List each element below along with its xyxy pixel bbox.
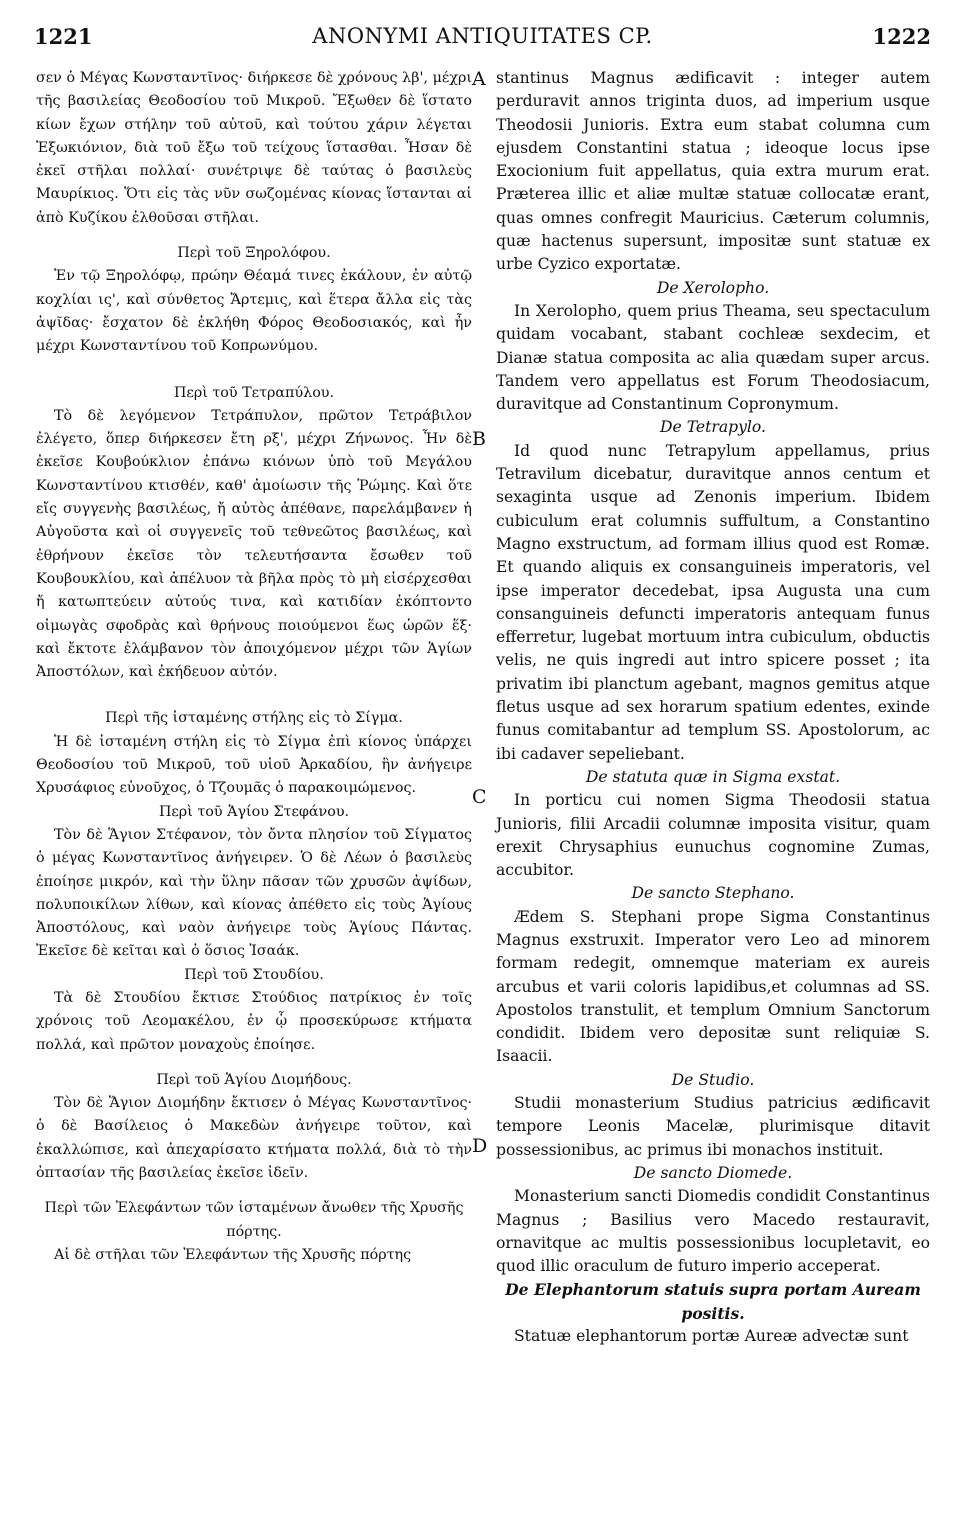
margin-marker-c: C xyxy=(472,786,487,808)
greek-paragraph-stephanus: Τὸν δὲ Ἅγιον Στέφανον, τὸν ὄντα πλησίον τοῦ Σίγματος ὁ μέγας Κωνσταντῖνος ἀνήγειρεν. Ὁ δὲ Λέων ὁ βασιλεὺς ἐποίησε μικρόν, καὶ τὴν ὕλην πᾶσαν τῶν χρυσῶν ἀψίδων, πολυποικίλων λίθων, καὶ κίονας ἀπέθετο εἰς τοὺς Ἁγίους Ἀποστόλους, καὶ ναὸν ἀνήγειρε τοὺς Ἁγίους Πάντας. Ἐκεῖσε δὲ κεῖται καὶ ὁ ὅσιος Ἰσαάκ. xyxy=(36,826,472,960)
latin-column xyxy=(496,67,930,1348)
running-header xyxy=(34,24,931,60)
latin-heading-tetrapylum: De Tetrapylo. xyxy=(660,418,766,437)
margin-marker-a: A xyxy=(472,68,486,90)
latin-paragraph-sigma: In porticu cui nomen Sigma Theodosii statua Junioris, filii Arcadii columnæ imposita visitur, quam erexit Chrysaphius eunuchus cognomine Zumas, accubitor. xyxy=(496,791,930,880)
greek-heading-xerolophus: Περὶ τοῦ Ξηρολόφου. xyxy=(177,245,331,262)
latin-paragraph-tetrapylum: Id quod nunc Tetrapylum appellamus, prius Tetravilum dicebatur, duravitque annos centum et sexaginta usque ad Zenonis imperium. Ibidem cubiculum erat columnis suffultum, a Constantino Magno exstructum, ad formam illius quod est Romæ. Et quando aliquis ex consanguineis imperatoris, vel ipse imperator decedebat, ipsa Augusta una cum consanguineis defuncti imperatoris antequam funus efferretur, lugebat mortuum intra cubiculum, obductis velis, ne quis ingredi aut intro spicere posset ; ita privatim ibi planctum agebant, magnos gemitus atque fletus usque ad sex horarum spatium edentes, exinde funus comitabantur ad templum SS. Apostolorum, ac ibi cadaver sepeliebant. xyxy=(496,441,930,763)
latin-paragraph-exocionium: stantinus Magnus ædificavit : integer autem perduravit annos triginta duos, ad imperium usque Theodosii Junioris. Extra eum stabat columna cum ejusdem Constantini statua ; ideoque locus ipse Exocionium fuit appellatus, quia extra murum erat. Præterea illic et aliæ multæ statuæ collocatæ erant, quas omnes confregit Mauricius. Cæterum columnis, quæ hactenus supersunt, impositæ sunt statuæ ex urbe Cyzico exportatæ. xyxy=(496,69,930,274)
running-title: ANONYMI ANTIQUITATES CP. xyxy=(312,24,653,48)
latin-paragraph-stephanus: Ædem S. Stephani prope Sigma Constantinus Magnus exstruxit. Imperator vero Leo ad minorem formam redegit, omnemque materiam ex aureis arcubus et varii coloris lapidibus,et columnas ad SS. Apostolos transtulit, et templum Omnium Sanctorum condidit. Ibidem vero depositæ sunt reliquiæ S. Isaacii. xyxy=(496,907,930,1066)
greek-paragraph-elephants: Αἱ δὲ στῆλαι τῶν Ἐλεφάντων τῆς Χρυσῆς πόρτης xyxy=(54,1246,412,1263)
greek-paragraph-exocionium: σεν ὁ Μέγας Κωνσταντῖνος· διήρκεσε δὲ χρόνους λβ', μέχρι τῆς βασιλείας Θεοδοσίου τοῦ Μικροῦ. Ἔξωθεν δὲ ἵστατο κίων ἔχων στήλην τοῦ αὐτοῦ, καὶ τούτου χάριν λέγεται Ἐξωκιόνιον, διὰ τοῦ ἔξω τοῦ τείχους ἵστασθαι. Ἦσαν δὲ ἐκεῖ στῆλαι πολλαί· συνέτριψε δὲ ταύτας ὁ βασιλεὺς Μαυρίκιος. Ὅτι εἰς τὰς νῦν σωζομένας κίονας ἵστανται αἱ ἀπὸ Κυζίκου ἐλθοῦσαι στῆλαι. xyxy=(36,70,472,226)
greek-paragraph-studius: Τὰ δὲ Στουδίου ἔκτισε Στούδιος πατρίκιος ἐν τοῖς χρόνοις τοῦ Λεομακέλου, ἐν ᾧ προσεκύρωσε κτήματα πολλά, καὶ πρῶτον μοναχοὺς ἐποίησε. xyxy=(36,989,472,1053)
greek-paragraph-tetrapylum: Τὸ δὲ λεγόμενον Τετράπυλον, πρῶτον Τετράβιλον ἐλέγετο, ὅπερ διήρκεσεν ἔτη ρξ', μέχρι Ζήνωνος. Ἦν δὲ ἐκεῖσε Κουβούκλιον ἐπάνω κιόνων ὑπὸ τοῦ Μεγάλου Κωνσταντίνου κτισθέν, καθ' ἀμοίωσιν τῆς Ῥώμης. Καὶ ὅτε εἴς συγγενὴς βασιλέως, ἤ αὐτὸς ἀπέθανε, παρελάμβανεν ἡ Αὐγοῦστα καὶ οἱ συγγενεῖς τοῦ τεθνεῶτος βασιλέως, καὶ ἐθρήνουν ἐκεῖσε τὸν τελευτήσαντα ἔσωθεν τοῦ Κουβουκλίου, καὶ ἀπέλυον τὰ βῆλα πρὸς τὸ μὴ εἰσέρχεσθαι ἤ κατωπτεύειν αὐτούς τινα, καὶ κατιδίαν ἐκόπτοντο οἰμωγὰς σφοδρὰς καὶ θρήνους ποιούμενοι ἕως ὡρῶν ἕξ· καὶ ἔκτοτε ἐλάμβανον τὸν ἀποιχόμενον μέχρι τῶν Ἁγίων Ἀποστόλων, καὶ ἐκήδευον αὐτόν. xyxy=(36,407,472,681)
latin-paragraph-xerolophus: In Xerolopho, quem prius Theama, seu spectaculum quidam vocabant, stabant cochleæ sexdecim, et Dianæ statua composita ac alia quædam super arcus. Tandem vero appellatus est Forum Theodosiacum, duravitque ad Constantinum Copronymum. xyxy=(496,301,930,414)
greek-column xyxy=(36,67,472,1267)
greek-paragraph-xerolophus: Ἐν τῷ Ξηρολόφῳ, πρώην Θέαμά τινες ἐκάλουν, ἐν αὐτῷ κοχλίαι ις', καὶ σύνθετος Ἄρτεμις, καὶ ἕτερα ἄλλα εἰς τὰς ἀψῖδας· ἔσχατον δὲ ἐκλήθη Φόρος Θεοδοσιακός, καὶ ἦν μέχρι Κωνσταντίνου τοῦ Κοπρωνύμου. xyxy=(36,268,472,355)
page-number-left: 1221 xyxy=(34,24,93,49)
latin-heading-sigma: De statuta quæ in Sigma exstat. xyxy=(585,767,841,786)
greek-heading-stephanus: Περὶ τοῦ Ἁγίου Στεφάνου. xyxy=(158,803,350,820)
greek-heading-diomedes: Περὶ τοῦ Ἁγίου Διομήδους. xyxy=(156,1071,352,1088)
latin-paragraph-elephants: Statuæ elephantorum portæ Aureæ advectæ sunt xyxy=(514,1327,909,1346)
latin-heading-stephanus: De sancto Stephano. xyxy=(631,884,795,903)
greek-paragraph-diomedes: Τὸν δὲ Ἅγιον Διομήδην ἔκτισεν ὁ Μέγας Κωνσταντῖνος· ὁ δὲ Βασίλειος ὁ Μακεδὼν ἀνήγειρε τοῦτον, καὶ ἐκαλλώπισε, καὶ ἀπεχαρίσατο κτήματα πολλά, διὰ τὸ τὴν ὀπτασίαν τῆς βασιλείας ἐκεῖσε ἰδεῖν. xyxy=(36,1095,472,1182)
latin-paragraph-studius: Studii monasterium Studius patricius ædificavit tempore Leonis Macelæ, plurimisque ditavit possessionibus, ac primus ibi monachos instituit. xyxy=(496,1094,930,1159)
margin-marker-d: D xyxy=(472,1135,488,1157)
margin-marker-b: B xyxy=(472,428,486,450)
latin-heading-studius: De Studio. xyxy=(671,1070,755,1089)
latin-heading-elephants: De Elephantorum statuis supra portam Auream positis. xyxy=(505,1280,921,1323)
latin-paragraph-diomedes: Monasterium sancti Diomedis condidit Constantinus Magnus ; Basilius vero Macedo restauravit, ornavitque ac multis possessionibus locupletavit, eo quod illic oraculum de futuro imperio acceperat. xyxy=(496,1187,930,1276)
greek-heading-tetrapylum: Περὶ τοῦ Τετραπύλου. xyxy=(173,384,335,401)
greek-paragraph-sigma: Ἡ δὲ ἱσταμένη στήλη εἰς τὸ Σίγμα ἐπὶ κίονος ὑπάρχει Θεοδοσίου τοῦ Μικροῦ, τοῦ υἱοῦ Ἀρκαδίου, ἣν ἀνήγειρε Χρυσάφιος εὐνοῦχος, ὁ Τζουμᾶς ὁ παρακοιμώμενος. xyxy=(36,733,472,797)
latin-heading-diomedes: De sancto Diomede. xyxy=(633,1163,793,1182)
greek-heading-sigma: Περὶ τῆς ἱσταμένης στήλης εἰς τὸ Σίγμα. xyxy=(105,710,403,727)
page-number-right: 1222 xyxy=(872,24,931,49)
latin-heading-xerolophus: De Xerolopho. xyxy=(656,278,770,297)
greek-heading-studius: Περὶ τοῦ Στουδίου. xyxy=(184,966,324,983)
greek-heading-elephants: Περὶ τῶν Ἐλεφάντων τῶν ἱσταμένων ἄνωθεν τῆς Χρυσῆς πόρτης. xyxy=(44,1200,464,1240)
